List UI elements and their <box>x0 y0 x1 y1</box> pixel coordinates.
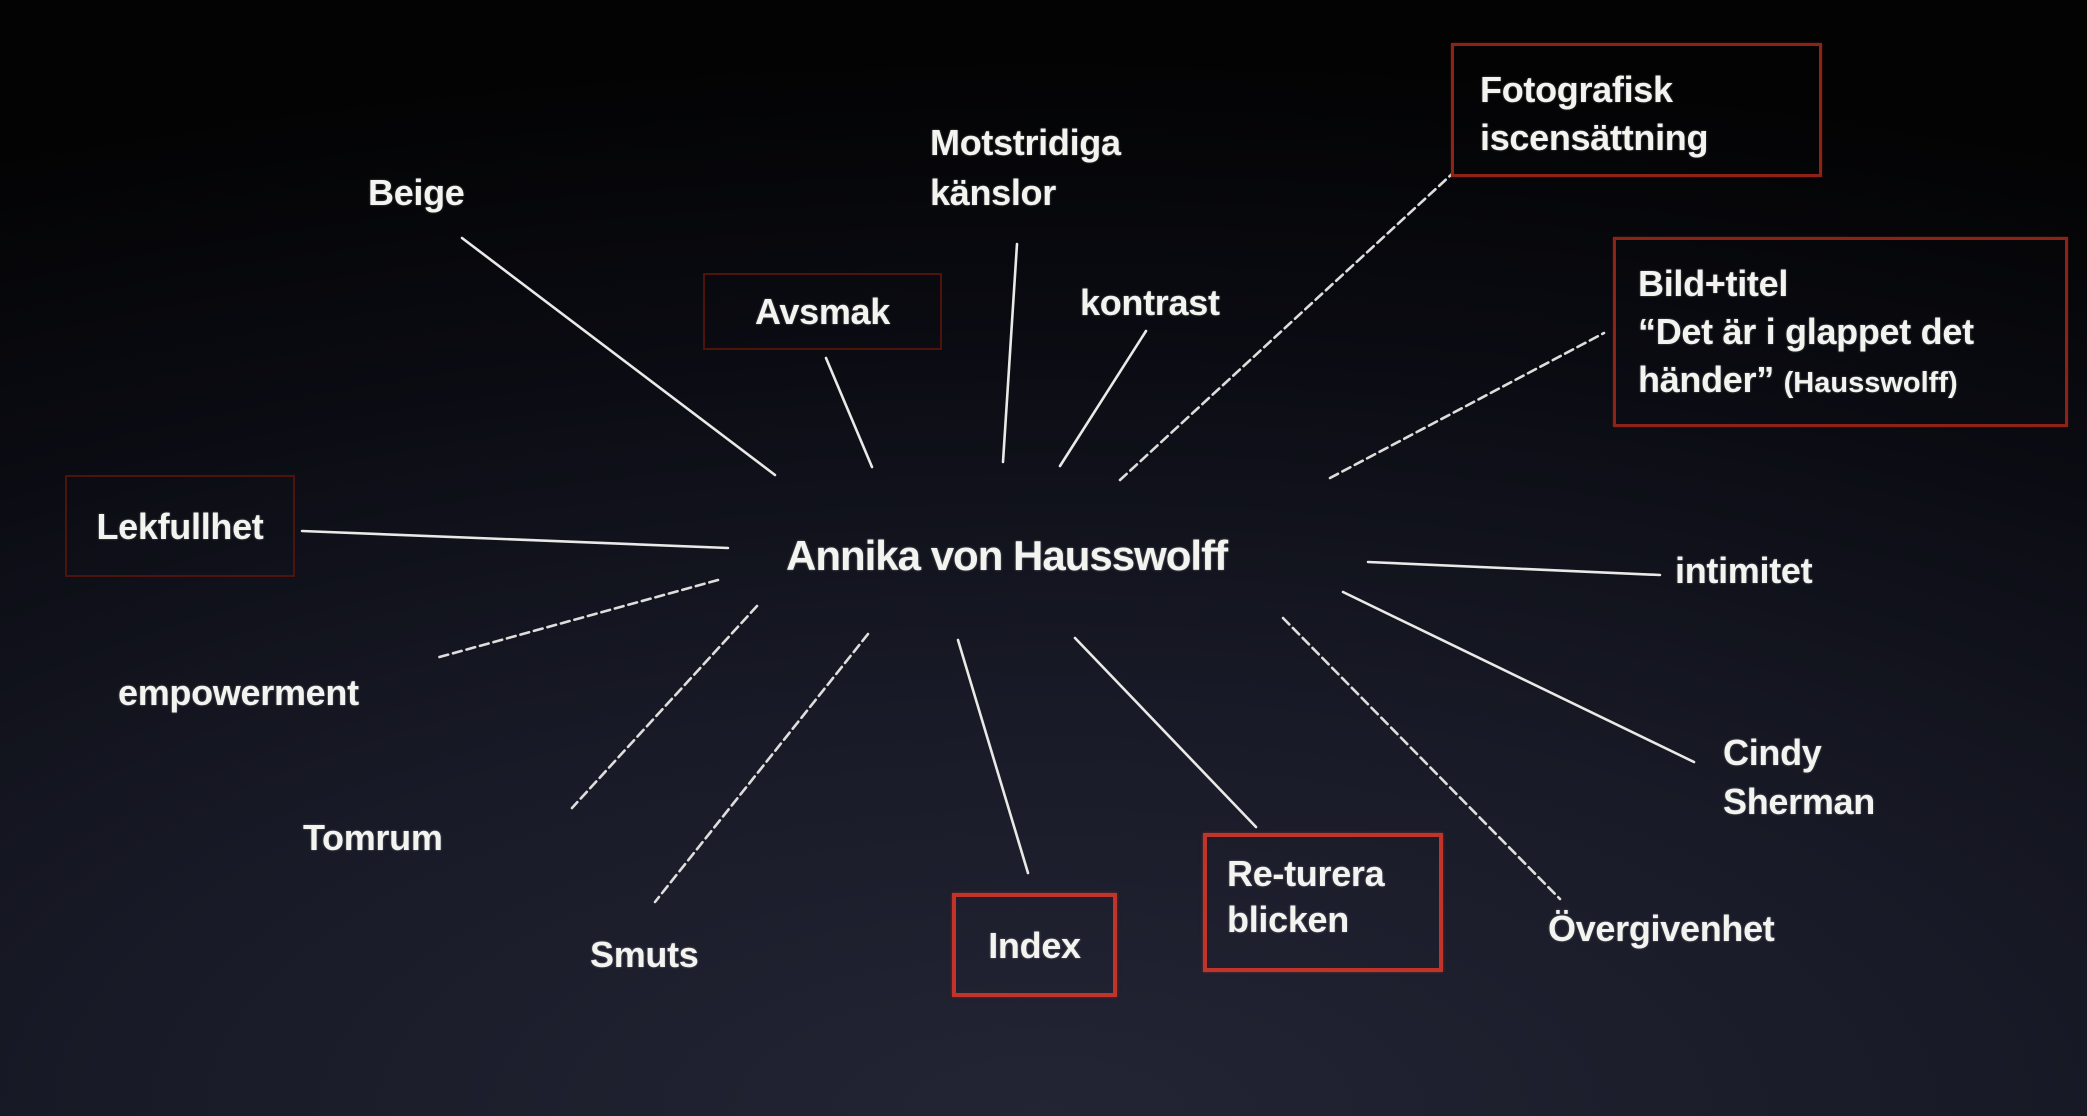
node-fotografisk-line1: Fotografisk <box>1480 69 1673 110</box>
node-cindy-sherman-line2: Sherman <box>1723 781 1875 822</box>
node-avsmak <box>703 273 942 350</box>
node-bild-titel-line1: Bild+titel <box>1638 263 1789 304</box>
node-tomrum <box>303 813 443 862</box>
line-to-intimitet <box>1368 562 1660 575</box>
node-smuts-label: Smuts <box>590 934 699 975</box>
node-cindy-sherman <box>1723 728 1875 826</box>
node-overgivenhet <box>1548 904 1774 953</box>
node-returera-blicken <box>1203 833 1443 972</box>
node-index-label: Index <box>988 924 1081 966</box>
line-to-avsmak <box>826 358 872 467</box>
node-empowerment-label: empowerment <box>118 672 359 713</box>
node-overgivenhet-label: Övergivenhet <box>1548 908 1775 949</box>
node-motstridiga-kanslor <box>930 118 1121 218</box>
node-lekfullhet <box>65 475 295 577</box>
node-beige <box>368 168 465 217</box>
central-topic-label: Annika von Hausswolff <box>786 532 1228 579</box>
node-lekfullhet-label: Lekfullhet <box>96 505 264 547</box>
node-bild-titel-line3 <box>1638 356 2065 407</box>
node-bild-titel-line3-suffix: (Hausswolff) <box>1783 367 1958 399</box>
node-intimitet-label: intimitet <box>1675 550 1813 591</box>
line-to-fotografisk <box>1120 174 1452 480</box>
node-returera-line1: Re-turera <box>1227 853 1385 894</box>
line-to-returera <box>1075 638 1256 827</box>
node-motstridiga-kanslor-line2: känslor <box>930 172 1056 213</box>
node-bild-titel-line2: “Det är i glappet det <box>1638 311 1974 352</box>
line-to-bild <box>1330 333 1604 478</box>
line-to-tomrum <box>572 606 757 808</box>
node-empowerment <box>118 668 359 717</box>
node-bild-titel-line3-main: händer” <box>1638 359 1774 400</box>
node-kontrast <box>1080 278 1220 327</box>
node-avsmak-label: Avsmak <box>755 291 890 332</box>
line-to-lekfullhet <box>302 531 728 548</box>
line-to-index <box>958 640 1028 873</box>
node-bild-titel <box>1613 237 2068 427</box>
node-fotografisk-line2: iscensättning <box>1480 117 1709 158</box>
line-to-smuts <box>655 634 868 902</box>
node-intimitet <box>1675 546 1812 595</box>
node-index <box>952 893 1117 997</box>
node-kontrast-label: kontrast <box>1080 282 1220 323</box>
line-to-motstridiga <box>1003 244 1017 462</box>
node-beige-label: Beige <box>368 172 465 213</box>
line-to-kontrast <box>1060 331 1146 466</box>
node-cindy-sherman-line1: Cindy <box>1723 732 1822 773</box>
line-to-cindy <box>1343 592 1694 762</box>
node-smuts <box>590 930 699 979</box>
central-topic <box>786 532 1227 580</box>
node-returera-line2: blicken <box>1227 899 1349 940</box>
node-motstridiga-kanslor-line1: Motstridiga <box>930 122 1121 163</box>
node-tomrum-label: Tomrum <box>303 817 443 858</box>
line-to-empowerment <box>436 580 718 658</box>
node-fotografisk-iscensattning <box>1451 43 1822 177</box>
